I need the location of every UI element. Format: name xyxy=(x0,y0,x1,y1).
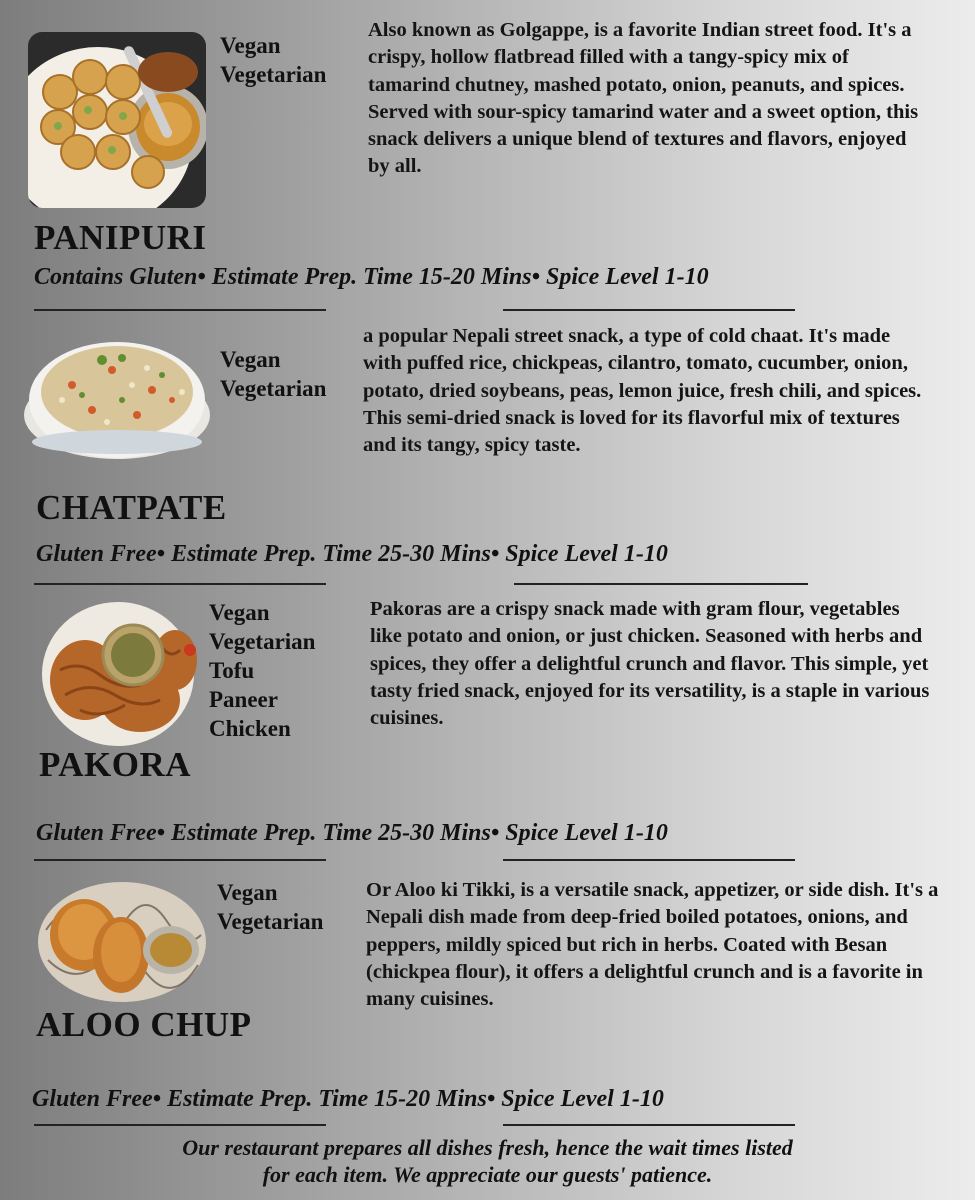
tag-vegan: Vegan xyxy=(217,880,278,905)
panipuri-photo xyxy=(28,32,206,208)
tag-vegetarian: Vegetarian xyxy=(217,909,324,934)
panipuri-info: Contains Gluten• Estimate Prep. Time 15-20 Mins• Spice Level 1-10 xyxy=(34,264,709,290)
pakora-title: PAKORA xyxy=(39,745,192,784)
aloo-chup-image xyxy=(36,880,208,1004)
pakora-photo xyxy=(40,600,200,748)
divider-right xyxy=(503,859,795,861)
chatpate-description: a popular Nepali street snack, a type of cold chaat. It's made with puffed rice, chickpeas, cilantro, tomato, cucumber, onion, potato, dried soybeans, peas, lemon juice, fresh chili, and spices. This semi-dried snack is loved for its flavorful mix of textures and its tangy, spicy taste. xyxy=(363,325,922,457)
tag-paneer: Paneer xyxy=(209,687,278,712)
panipuri-tags xyxy=(220,31,326,89)
aloo-chup-tags xyxy=(217,878,323,936)
tag-vegetarian: Vegetarian xyxy=(220,376,327,401)
chatpate-title: CHATPATE xyxy=(36,488,227,527)
pakora-image xyxy=(40,600,200,748)
aloo-chup-info: Gluten Free• Estimate Prep. Time 15-20 Mins• Spice Level 1-10 xyxy=(32,1086,664,1112)
pakora-tags xyxy=(209,598,315,743)
divider-right xyxy=(503,1124,795,1126)
divider-left xyxy=(34,1124,326,1126)
tag-vegan: Vegan xyxy=(209,600,270,625)
aloo-chup-description: Or Aloo ki Tikki, is a versatile snack, appetizer, or side dish. It's a Nepali dish made from deep-fried boiled potatoes, onions, and peppers, mildly spiced but rich in herbs. Coated with Besan (chickpea flour), it offers a delightful crunch and is a favorite in many cuisines. xyxy=(366,879,939,1011)
panipuri-title: PANIPURI xyxy=(34,218,207,257)
footer-note xyxy=(0,1134,975,1188)
tag-vegetarian: Vegetarian xyxy=(220,62,327,87)
chatpate-photo xyxy=(22,330,212,460)
panipuri-description: Also known as Golgappe, is a favorite Indian street food. It's a crispy, hollow flatbread filled with a tangy-spicy mix of tamarind chutney, mashed potato, onion, peanuts, and spices. Served with sour-spicy tamarind water and a sweet option, this snack delivers a unique blend of textures and flavors, enjoyed by all. xyxy=(368,19,919,178)
divider-right xyxy=(503,309,795,311)
aloo-chup-title: ALOO CHUP xyxy=(36,1005,252,1044)
panipuri-image xyxy=(28,32,206,208)
footer-line-2: for each item. We appreciate our guests' patience. xyxy=(262,1162,713,1187)
tag-vegetarian: Vegetarian xyxy=(209,629,316,654)
tag-vegan: Vegan xyxy=(220,347,281,372)
chatpate-tags xyxy=(220,345,326,403)
chatpate-image xyxy=(22,330,212,460)
divider-left xyxy=(34,309,326,311)
footer-line-1: Our restaurant prepares all dishes fresh, hence the wait times listed xyxy=(182,1135,793,1160)
divider-left xyxy=(34,583,326,585)
divider-left xyxy=(34,859,326,861)
tag-vegan: Vegan xyxy=(220,33,281,58)
chatpate-info: Gluten Free• Estimate Prep. Time 25-30 Mins• Spice Level 1-10 xyxy=(36,541,668,567)
divider-right xyxy=(514,583,808,585)
tag-tofu: Tofu xyxy=(209,658,255,683)
pakora-description: Pakoras are a crispy snack made with gram flour, vegetables like potato and onion, or just chicken. Seasoned with herbs and spices, they offer a delightful crunch and flavor. This simple, yet tasty fried snack, enjoyed for its versatility, is a staple in various cuisines. xyxy=(370,598,930,730)
tag-chicken: Chicken xyxy=(209,716,291,741)
pakora-info: Gluten Free• Estimate Prep. Time 25-30 Mins• Spice Level 1-10 xyxy=(36,820,668,846)
aloo-chup-photo xyxy=(36,880,208,1004)
